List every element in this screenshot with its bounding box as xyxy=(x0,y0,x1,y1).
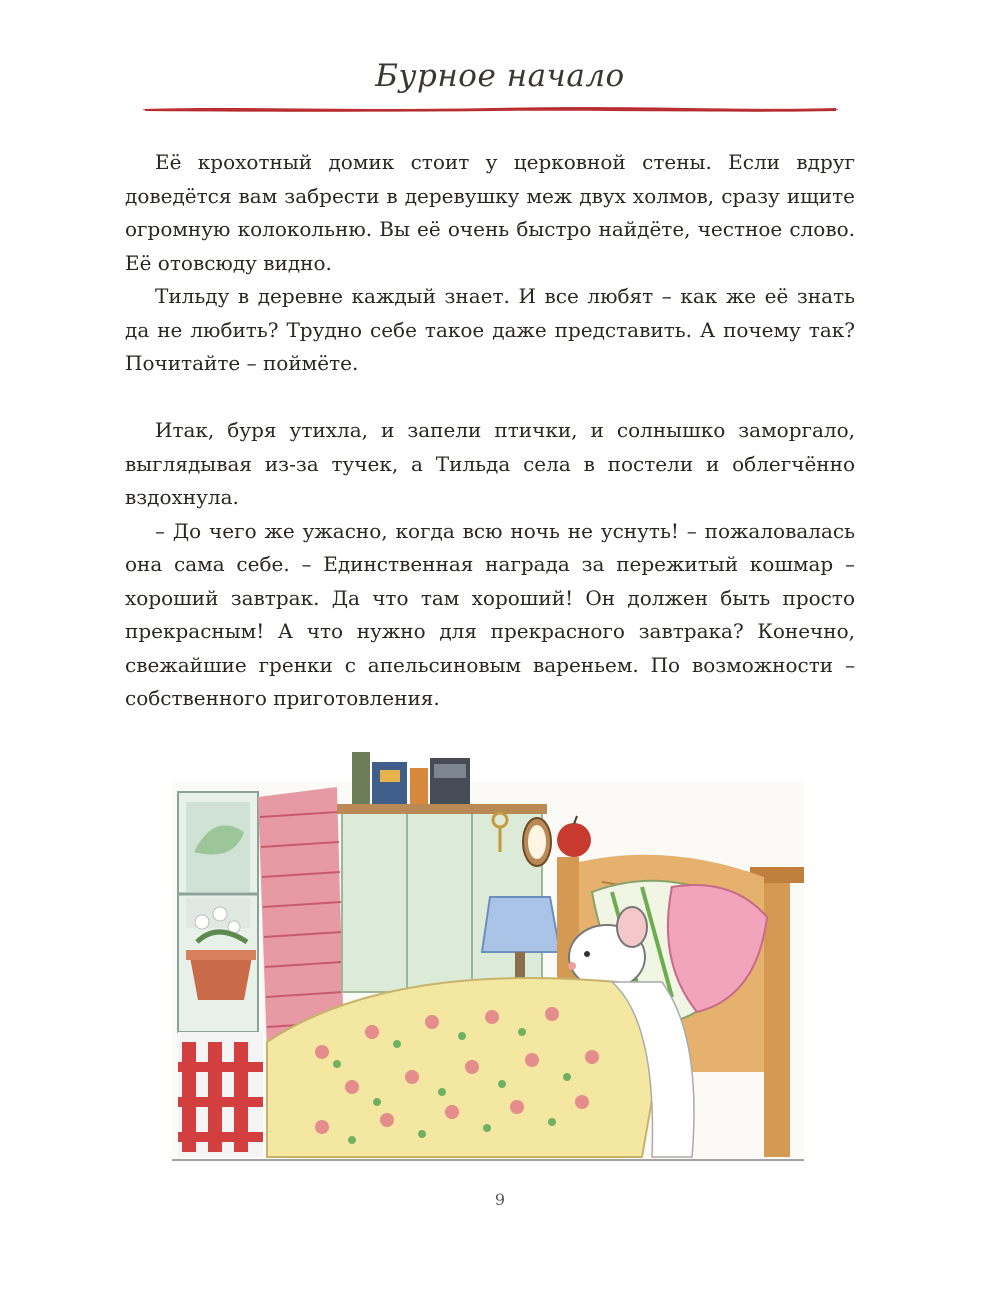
mouse-in-bed-illustration xyxy=(172,742,804,1164)
chapter-title: Бурное начало xyxy=(375,58,625,94)
text-section-2 xyxy=(125,414,855,716)
text-section-1 xyxy=(125,146,855,381)
chapter-title-divider xyxy=(143,105,838,113)
paragraph: – До чего же ужасно, когда всю ночь не уснуть! – пожаловалась она сама себе. – Единственная награда за пережитый кошмар – хороший завтрак. Да что там хороший! Он должен быть просто прекрасным! А что нужно для прекрасного завтрака? Конечно, свежайшие гренки с апельсиновым вареньем. По возможности – собственного приготовления. xyxy=(125,518,855,710)
checked-blanket xyxy=(178,1032,263,1157)
paragraph: Тильду в деревне каждый знает. И все любят – как же её знать да не любить? Трудно себе такое даже представить. А почему так? Почитайте – поймёте. xyxy=(125,284,855,375)
books-and-boxes xyxy=(352,752,470,804)
paragraph: Её крохотный домик стоит у церковной стены. Если вдруг доведётся вам забрести в деревушку меж двух холмов, сразу ищите огромную колокольню. Вы её очень быстро найдёте, честное слово. Её отовсюду видно. xyxy=(125,150,855,275)
paragraph: Итак, буря утихла, и запели птички, и солнышко заморгало, выглядывая из-за тучек, а Тильда села в постели и облегчённо вздохнула. xyxy=(125,418,855,509)
page-number: 9 xyxy=(494,1190,506,1209)
